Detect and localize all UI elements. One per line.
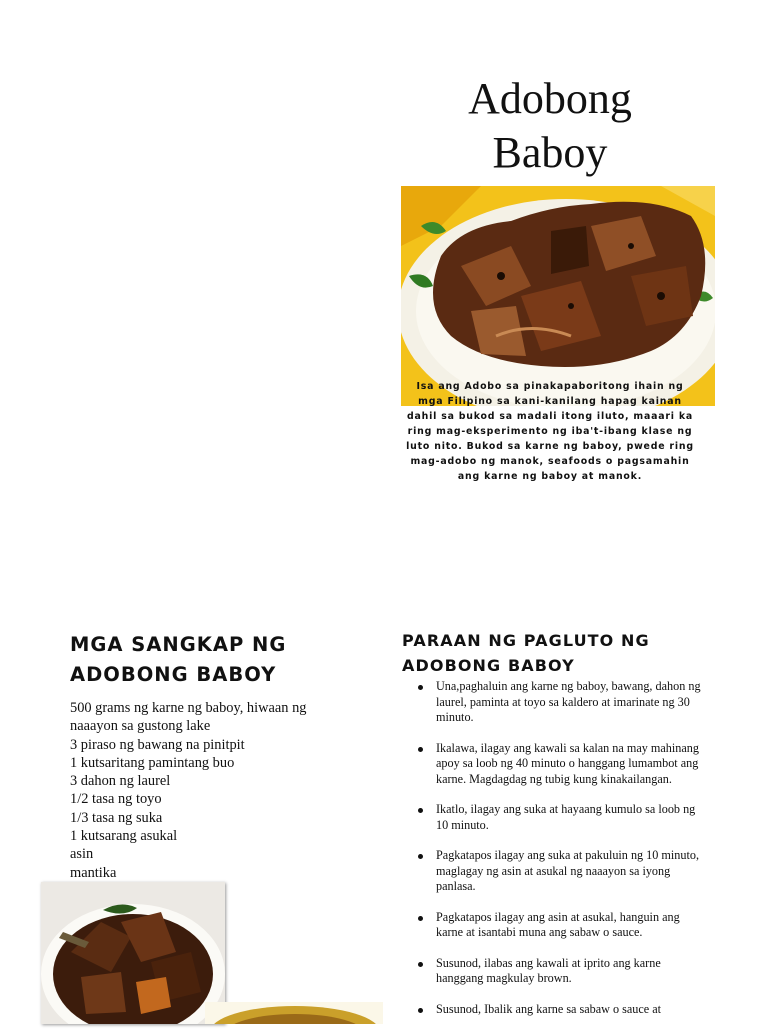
ingredient-item: 1/3 tasa ng suka bbox=[70, 809, 163, 826]
procedure-step-text: Pagkatapos ilagay ang suka at pakuluin ng 10 minuto, maglagay ng asin at asukal ng naaayon sa iyong panlasa. bbox=[436, 848, 700, 893]
procedure-step bbox=[418, 956, 703, 987]
ingredients-list bbox=[70, 699, 350, 882]
procedure-step bbox=[418, 1002, 703, 1018]
procedure-step bbox=[418, 679, 703, 726]
adobo-bowl-illustration bbox=[41, 882, 225, 1024]
ingredients-heading-line-2: ADOBONG BABOY bbox=[70, 663, 277, 686]
ingredient-item: mantika bbox=[70, 864, 117, 881]
bullet-icon bbox=[418, 747, 423, 752]
procedure-step-text: Una,paghaluin ang karne ng baboy, bawang, dahon ng laurel, paminta at toyo sa kaldero at imarinate ng 30 minuto. bbox=[436, 679, 701, 724]
procedure-step bbox=[418, 741, 703, 788]
procedure-heading-line-2: ADOBONG BABOY bbox=[402, 656, 575, 675]
adobo-bowl-photo bbox=[41, 882, 225, 1024]
procedure-steps-list bbox=[418, 679, 703, 1032]
bullet-icon bbox=[418, 685, 423, 690]
ingredient-item: 3 piraso ng bawang na pinitpit bbox=[70, 736, 245, 753]
bullet-icon bbox=[418, 1008, 423, 1013]
procedure-step-text: Susunod, ilabas ang kawali at iprito ang karne hanggang magkulay brown. bbox=[436, 955, 661, 985]
ingredient-item: 1 kutsaritang pamintang buo bbox=[70, 754, 235, 771]
soup-bowl-photo bbox=[205, 1002, 383, 1024]
page-title bbox=[400, 72, 700, 180]
ingredient-item: 1 kutsarang asukal bbox=[70, 828, 178, 845]
procedure-step bbox=[418, 910, 703, 941]
title-line-1: Adobong bbox=[468, 74, 632, 123]
procedure-heading-line-1: PARAAN NG PAGLUTO NG bbox=[402, 631, 650, 650]
intro-paragraph: Isa ang Adobo sa pinakapaboritong ihain ng mga Filipino sa kani-kanilang hapag kainan dahil sa bukod sa madali itong iluto, maaari ka ring mag-eksperimento ng iba't-ibang klase ng luto nito. Bukod sa karne ng baboy, pwede ring mag-adobo ng manok, seafoods o pagsamahin ang karne ng baboy at manok. bbox=[406, 381, 694, 482]
ingredient-item: 1/2 tasa ng toyo bbox=[70, 791, 162, 808]
bullet-icon bbox=[418, 854, 423, 859]
ingredient-item: asin bbox=[70, 846, 94, 863]
procedure-step-text: Ikalawa, ilagay ang kawali sa kalan na may mahinang apoy sa loob ng 40 minuto o hanggang lumambot ang karne. Magdagdag ng tubig kung kinakailangan. bbox=[436, 740, 699, 786]
soup-bowl-illustration bbox=[205, 1002, 383, 1024]
procedure-step bbox=[418, 848, 703, 895]
ingredient-item: 500 grams ng karne ng baboy, hiwaan ng naaayon sa gustong lake bbox=[70, 700, 307, 735]
procedure-step-text: Pagkatapos ilagay ang asin at asukal, hanguin ang karne at isantabi muna ang sabaw o sauce. bbox=[436, 909, 680, 939]
bullet-icon bbox=[418, 962, 423, 967]
procedure-step-text: Susunod, Ibalik ang karne sa sabaw o sauce at bbox=[436, 1001, 662, 1016]
ingredients-heading bbox=[70, 630, 370, 690]
ingredient-item: 3 dahon ng laurel bbox=[70, 773, 171, 790]
ingredients-heading-line-1: MGA SANGKAP NG bbox=[70, 633, 287, 656]
adobo-hero-photo bbox=[401, 186, 715, 406]
title-line-2: Baboy bbox=[492, 128, 608, 177]
adobo-plate-illustration bbox=[401, 186, 715, 406]
procedure-step-text: Ikatlo, ilagay ang suka at hayaang kumulo sa loob ng 10 minuto. bbox=[436, 802, 696, 832]
bullet-icon bbox=[418, 808, 423, 813]
procedure-step bbox=[418, 802, 703, 833]
bullet-icon bbox=[418, 916, 423, 921]
procedure-heading bbox=[402, 628, 732, 678]
